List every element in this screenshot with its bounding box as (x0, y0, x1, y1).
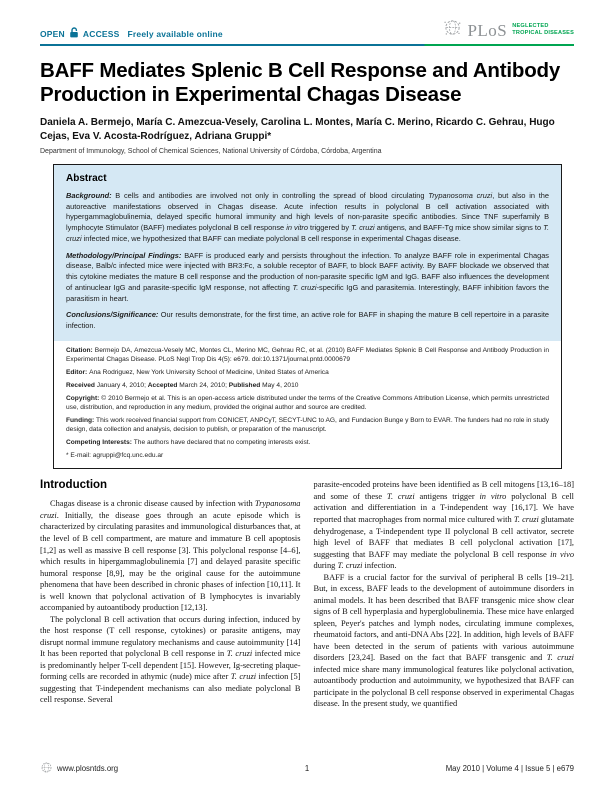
footer-issue-info: May 2010 | Volume 4 | Issue 5 | e679 (445, 764, 574, 773)
article-title: BAFF Mediates Splenic B Cell Response and Antibody Production in Experimental Chagas Disease (40, 59, 561, 106)
journal-name-line1: NEGLECTED (512, 23, 549, 30)
abstract-methodology-paragraph: Methodology/Principal Findings: BAFF is produced early and persists throughout the infection. To analyze BAFF role in experimental Chagas disease, Balb/c infected mice were injected with BR3:Fc, a soluble receptor of BAFF, to block BAFF activity. By BAFF blockade we observed that this cytokine mediates the mature B cell response and the production of non-parasite specific IgM and IgG. BAFF also influences the development of antinuclear IgG and parasite-specific IgM response, not affecting T. cruzi-specific IgG and parasitemia. Interestingly, BAFF inhibition favors the parasitism in heart. (66, 250, 550, 303)
dates-line: Received January 4, 2010; Accepted March 24, 2010; Published May 4, 2010 (66, 382, 299, 390)
open-access-banner (40, 27, 223, 43)
right-column (314, 479, 575, 709)
editor-line: Editor: Ana Rodriguez, New York University School of Medicine, United States of America (66, 368, 329, 376)
abstract-background-paragraph: Background: B cells and antibodies are involved not only in controlling the spread of blood circulating Trypanosoma cruzi, but also in the autoreactive manifestations observed in Chagas disease. Acute infection results in polyclonal B cell activation associated with hypergammaglobulinemia, delayed specific humoral immunity and high levels of non-parasite specific antibodies. Since TNF superfamily B lymphocyte Stimulator (BAFF) mediates polyclonal B cell response in vitro triggered by T. cruzi antigens, and BAFF-Tg mice show similar signs to T. cruzi infected mice, we hypothesized that BAFF can mediate polyclonal B cell response in experimental Chagas disease. (66, 190, 550, 243)
intro-paragraph-4: BAFF is a crucial factor for the survival of peripheral B cells [19–21]. But, in excess, BAFF leads to the development of autoimmune disorders in animal models. It has been described that BAFF transgenic mice show clear signs of B cell hyperplasia and hyperglobulinemia. These mice have enlarged spleen, Peyer's patches and lymph nodes, circulating immune complexes, rheumatoid factors, and anti-DNA Abs [22]. In addition, high levels of BAFF have been detected in the serum of patients with various autoimmune disorders [23,24]. Based on the fact that BAFF transgenic and T. cruzi infected mice share many immunological features like polyclonal activation, autoantibody production and autoimmunity, we hypothesized that BAFF can participate in the polyclonal B cell response observed in experimental Chagas disease. In the present study, we quantified (313, 572, 574, 709)
intro-paragraph-2: The polyclonal B cell activation that occurs during infection, induced by the host response (T cell response, cytokines) or parasite antigens, may disrupt normal immune regulatory mechanisms and cause autoimmunity [14] It has been reported that polyclonal B cell response in T. cruzi infected mice is predominantly helper T-cell dependent [15]. However, Ig-secreting plaque-forming cells are recorded in athymic (nude) mice after T. cruzi infection [5] suggesting that T-independent mechanisms can also mediate polyclonal B cell response. Several (40, 614, 301, 705)
footer-site-url: www.plosntds.org (57, 764, 119, 773)
affiliation-line: Department of Immunology, School of Chemical Sciences, National University of Córdoba, Córdoba, Argentina (40, 147, 382, 155)
abstract-section (54, 165, 561, 341)
intro-paragraph-1: Chagas disease is a chronic disease caused by infection with Trypanosoma cruzi. Initially, the disease goes through an acute episode which is characterized by circulating parasites and immunological disturbances that, at the level of B cell compartment, are mature and immature B cell apoptosis [1,2] as well as massive B cell response [3]. This polyclonal response [4–6], which results in hipergammaglobulinemia [7] and delayed parasite specific humoral response [8,9], may be the original cause for the autoimmune phenomena that have been described in chronic phases of infection [10,11]. It is well known that polyclonal activation of B lymphocytes is invariably accompanied by autoantibody production [12,13]. (40, 499, 301, 613)
access-label: ACCESS (82, 28, 120, 39)
header-bar (40, 18, 574, 43)
citation-line: Citation: Bermejo DA, Amezcua-Vesely MC, Montes CL, Merino MC, Gehrau RC, et al. (2010) BAFF Mediates Splenic B Cell Response and Antibody Production in Experimental Chagas Disease. PLoS Negl Trop Dis 4(5): e679. doi:10.1371/journal.pntd.0000679 (66, 346, 549, 363)
journal-name-line2: TROPICAL DISEASES (512, 30, 574, 36)
introduction-heading: Introduction (40, 479, 108, 492)
page-footer (40, 761, 574, 776)
abstract-heading: Abstract (66, 172, 107, 184)
intro-paragraph-3: parasite-encoded proteins have been identified as B cell mitogens [13,16–18] and some of these T. cruzi antigens trigger in vitro polyclonal B cell activation and differentiation in a T-independent way [16,17]. We have reported that macrophages from normal mice cultured with T. cruzi glutamate dehydrogenase, a T-independent type II polyclonal B cell activator, secrete high level of BAFF that mediates B cell polyclonal activation [17], suggesting that BAFF may mediate the polyclonal B cell response in vivo during T. cruzi infection. (313, 480, 575, 571)
open-lock-icon (69, 27, 79, 40)
intro-columns (40, 479, 574, 709)
plos-wordmark: PLoS (467, 20, 508, 40)
abstract-box (53, 164, 562, 469)
page-number: 1 (304, 764, 310, 773)
left-column (40, 479, 301, 709)
plos-globe-icon (443, 18, 462, 42)
plos-logo (443, 18, 574, 43)
funding-line: Funding: This work received financial support from CONICET, ANPCyT, SECYT-UNC to AG, and Fundacion Bunge y Born to EVAR. The funders had no role in study design, data collection and analysis, decision to publish, or preparation of the manuscript. (66, 417, 549, 434)
email-line: * E-mail: agruppi@fcq.unc.edu.ar (66, 452, 164, 460)
open-label: OPEN (40, 28, 65, 39)
footer-globe-icon (40, 761, 53, 776)
footer-left (40, 761, 305, 776)
journal-name (512, 23, 574, 37)
authors-line: Daniela A. Bermejo, María C. Amezcua-Vesely, Carolina L. Montes, María C. Merino, Ricardo C. Gehrau, Hugo Cejas, Eva V. Acosta-Rodríguez, Adriana Gruppi* (40, 116, 555, 142)
copyright-line: Copyright: © 2010 Bermejo et al. This is an open-access article distributed under the terms of the Creative Commons Attribution License, which permits unrestricted use, distribution, and reproduction in any medium, provided the original author and source are credited. (66, 395, 549, 412)
metadata-section (54, 341, 561, 469)
abstract-conclusions-paragraph: Conclusions/Significance: Our results demonstrate, for the first time, an active role for BAFF in shaping the mature B cell repertoire in a parasite infection. (66, 310, 550, 331)
freely-available-label: Freely available online (127, 28, 223, 39)
header-rule (40, 44, 574, 46)
competing-interests-line: Competing Interests: The authors have declared that no competing interests exist. (66, 439, 311, 447)
